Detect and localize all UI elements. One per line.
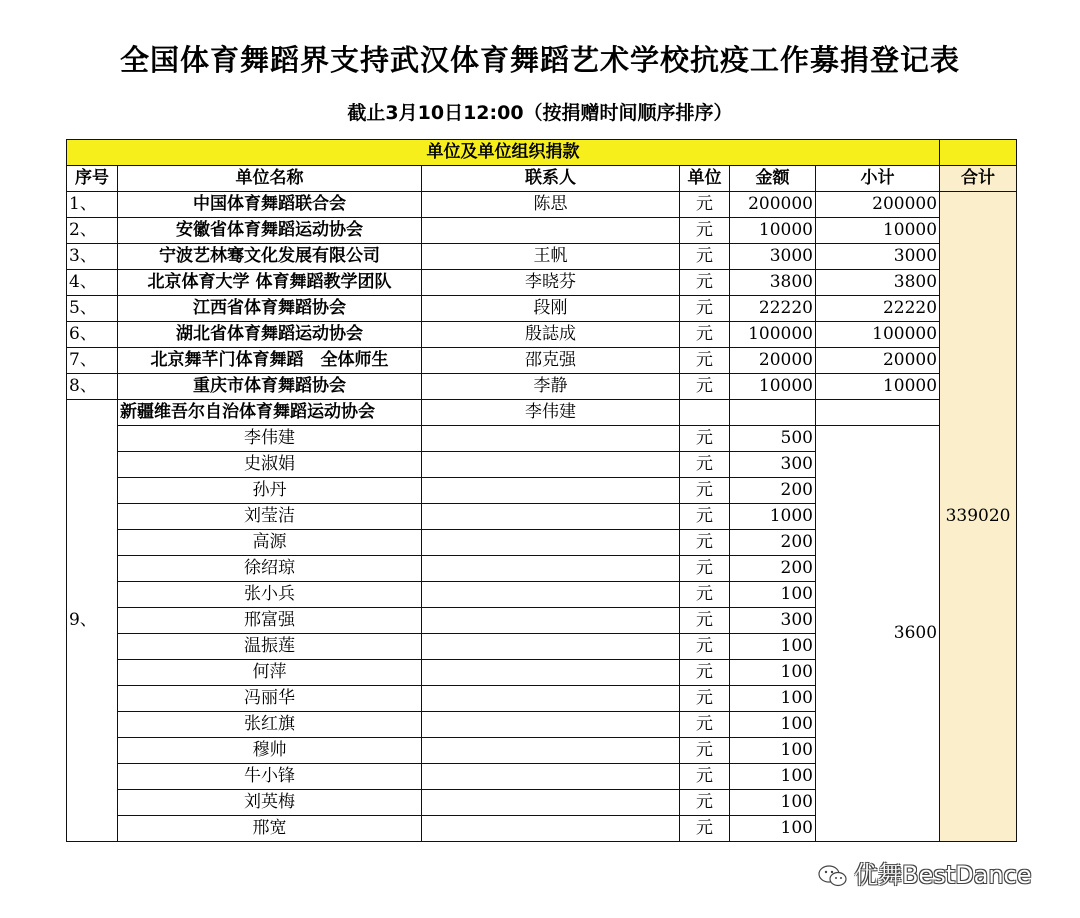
member-name: 牛小锋 [118, 764, 422, 790]
subtotal: 3600 [816, 426, 940, 842]
org-name: 北京舞芊门体育舞蹈 全体师生 [118, 348, 422, 374]
contact-person: 李晓芬 [422, 270, 680, 296]
table-row [67, 218, 1017, 244]
unit: 元 [680, 556, 730, 582]
member-name: 刘莹洁 [118, 504, 422, 530]
amount: 100 [730, 790, 816, 816]
contact-person [422, 686, 680, 712]
contact-person: 段刚 [422, 296, 680, 322]
member-name: 史淑娟 [118, 452, 422, 478]
contact-person [422, 530, 680, 556]
contact-person [422, 556, 680, 582]
unit: 元 [680, 790, 730, 816]
amount: 22220 [730, 296, 816, 322]
amount: 300 [730, 608, 816, 634]
contact-person [422, 218, 680, 244]
amount: 3800 [730, 270, 816, 296]
section-band: 单位及单位组织捐款 [67, 140, 940, 166]
section-band-row [67, 140, 1017, 166]
wechat-icon [818, 865, 848, 887]
org-name: 江西省体育舞蹈协会 [118, 296, 422, 322]
amount [730, 400, 816, 426]
unit: 元 [680, 348, 730, 374]
unit: 元 [680, 270, 730, 296]
page-subtitle: 截止3月10日12:00（按捐赠时间顺序排序） [347, 102, 733, 124]
subtotal: 20000 [816, 348, 940, 374]
member-name: 温振莲 [118, 634, 422, 660]
watermark-text: 优舞BestDance [854, 861, 1032, 889]
unit: 元 [680, 738, 730, 764]
subtotal: 10000 [816, 374, 940, 400]
member-name: 高源 [118, 530, 422, 556]
row-number: 1、 [67, 192, 118, 218]
member-name: 何萍 [118, 660, 422, 686]
amount: 20000 [730, 348, 816, 374]
col-header-unit: 单位 [680, 166, 730, 192]
unit: 元 [680, 608, 730, 634]
contact-person [422, 608, 680, 634]
col-header-contact: 联系人 [422, 166, 680, 192]
contact-person: 陈思 [422, 192, 680, 218]
col-header-amount: 金额 [730, 166, 816, 192]
row-number: 7、 [67, 348, 118, 374]
member-name: 孙丹 [118, 478, 422, 504]
amount: 1000 [730, 504, 816, 530]
col-header-total: 合计 [940, 166, 1017, 192]
contact-person [422, 426, 680, 452]
unit: 元 [680, 660, 730, 686]
subtotal: 100000 [816, 322, 940, 348]
contact-person: 邵克强 [422, 348, 680, 374]
table-row [67, 244, 1017, 270]
contact-person [422, 452, 680, 478]
amount: 100 [730, 738, 816, 764]
donation-table [66, 139, 1017, 842]
row-number: 2、 [67, 218, 118, 244]
unit: 元 [680, 530, 730, 556]
contact-person [422, 738, 680, 764]
col-header-no: 序号 [67, 166, 118, 192]
table-row [67, 270, 1017, 296]
contact-person: 李静 [422, 374, 680, 400]
amount: 100 [730, 712, 816, 738]
watermark [818, 855, 1032, 890]
unit: 元 [680, 478, 730, 504]
unit: 元 [680, 322, 730, 348]
amount: 100000 [730, 322, 816, 348]
subtotal: 22220 [816, 296, 940, 322]
amount: 100 [730, 816, 816, 842]
table-row [67, 322, 1017, 348]
contact-person: 王帆 [422, 244, 680, 270]
member-name: 邢富强 [118, 608, 422, 634]
unit: 元 [680, 192, 730, 218]
contact-person: 李伟建 [422, 400, 680, 426]
org-name: 北京体育大学 体育舞蹈教学团队 [118, 270, 422, 296]
row-number: 9、 [67, 400, 118, 842]
member-name: 冯丽华 [118, 686, 422, 712]
amount: 3000 [730, 244, 816, 270]
amount: 200 [730, 556, 816, 582]
subtotal: 3800 [816, 270, 940, 296]
amount: 100 [730, 582, 816, 608]
contact-person [422, 634, 680, 660]
table-row [67, 374, 1017, 400]
page-title: 全国体育舞蹈界支持武汉体育舞蹈艺术学校抗疫工作募捐登记表 [119, 43, 960, 77]
grand-total: 339020 [940, 192, 1017, 842]
subtotal: 10000 [816, 218, 940, 244]
row-number: 5、 [67, 296, 118, 322]
member-name: 徐绍琼 [118, 556, 422, 582]
contact-person: 殷誌成 [422, 322, 680, 348]
subtotal [816, 400, 940, 426]
subtotal: 3000 [816, 244, 940, 270]
contact-person [422, 478, 680, 504]
unit: 元 [680, 426, 730, 452]
member-name: 李伟建 [118, 426, 422, 452]
contact-person [422, 764, 680, 790]
unit: 元 [680, 218, 730, 244]
header-row [67, 166, 1017, 192]
member-name: 张红旗 [118, 712, 422, 738]
contact-person [422, 712, 680, 738]
org-name: 新疆维吾尔自治体育舞蹈运动协会 [118, 400, 422, 426]
contact-person [422, 582, 680, 608]
amount: 100 [730, 660, 816, 686]
unit: 元 [680, 452, 730, 478]
amount: 200 [730, 478, 816, 504]
member-name: 张小兵 [118, 582, 422, 608]
member-name: 穆帅 [118, 738, 422, 764]
amount: 300 [730, 452, 816, 478]
unit: 元 [680, 582, 730, 608]
amount: 200 [730, 530, 816, 556]
col-header-org: 单位名称 [118, 166, 422, 192]
unit: 元 [680, 764, 730, 790]
table-row [67, 400, 1017, 426]
row-number: 8、 [67, 374, 118, 400]
amount: 100 [730, 686, 816, 712]
unit: 元 [680, 296, 730, 322]
unit: 元 [680, 634, 730, 660]
unit: 元 [680, 374, 730, 400]
org-name: 中国体育舞蹈联合会 [118, 192, 422, 218]
contact-person [422, 660, 680, 686]
amount: 100 [730, 764, 816, 790]
table-row [67, 192, 1017, 218]
org-name: 湖北省体育舞蹈运动协会 [118, 322, 422, 348]
member-name: 刘英梅 [118, 790, 422, 816]
row-number: 6、 [67, 322, 118, 348]
subtotal: 200000 [816, 192, 940, 218]
org-name: 安徽省体育舞蹈运动协会 [118, 218, 422, 244]
org-name: 宁波艺林骞文化发展有限公司 [118, 244, 422, 270]
org-name: 重庆市体育舞蹈协会 [118, 374, 422, 400]
unit [680, 400, 730, 426]
table-row [67, 426, 1017, 452]
row-number: 3、 [67, 244, 118, 270]
unit: 元 [680, 816, 730, 842]
amount: 200000 [730, 192, 816, 218]
contact-person [422, 816, 680, 842]
amount: 10000 [730, 218, 816, 244]
table-row [67, 296, 1017, 322]
contact-person [422, 790, 680, 816]
amount: 500 [730, 426, 816, 452]
row-number: 4、 [67, 270, 118, 296]
unit: 元 [680, 244, 730, 270]
unit: 元 [680, 504, 730, 530]
member-name: 邢宽 [118, 816, 422, 842]
col-header-subtotal: 小计 [816, 166, 940, 192]
amount: 100 [730, 634, 816, 660]
amount: 10000 [730, 374, 816, 400]
table-row [67, 348, 1017, 374]
unit: 元 [680, 712, 730, 738]
unit: 元 [680, 686, 730, 712]
contact-person [422, 504, 680, 530]
